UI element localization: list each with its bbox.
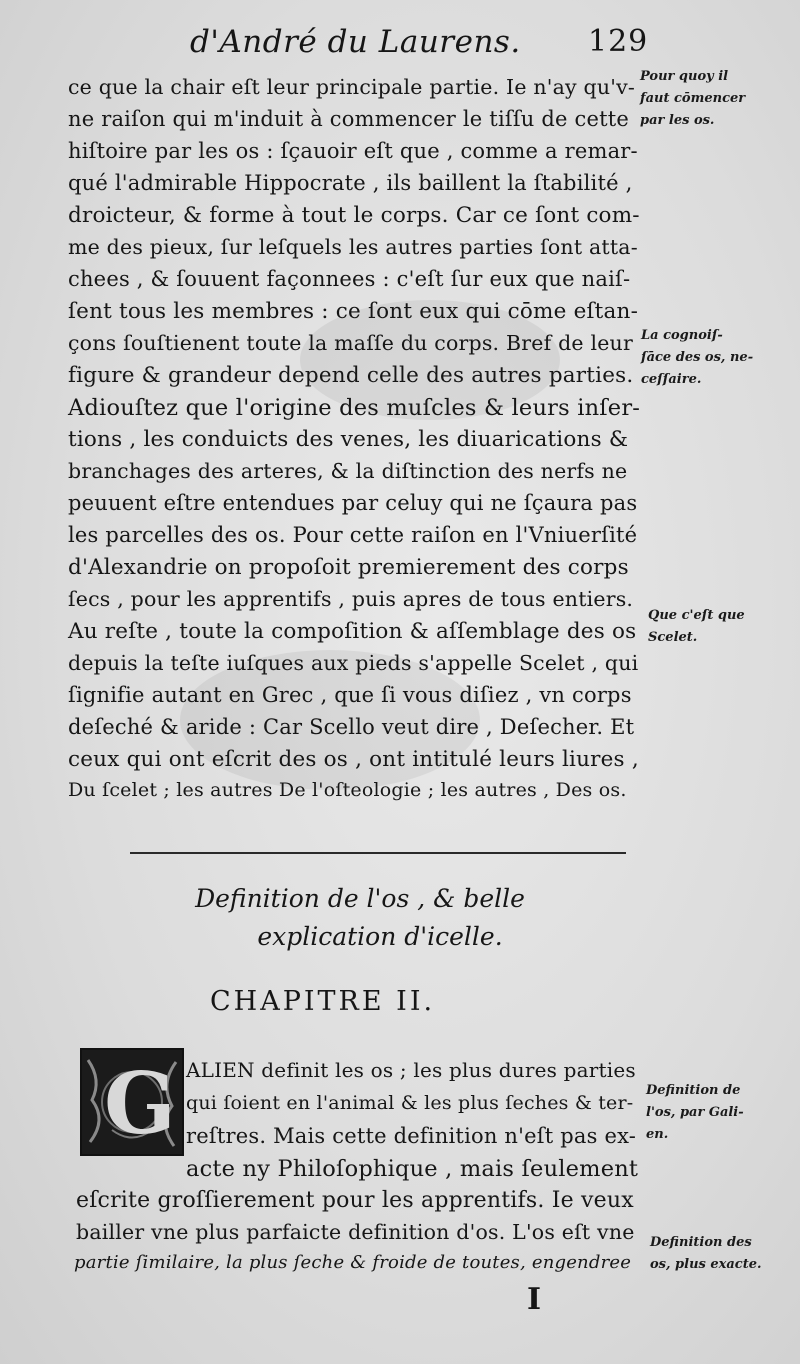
margin-note-line: l'os, par Gali-: [646, 1105, 744, 1120]
body-line: droicteur, & forme à tout le corps. Car ce ſont com-: [68, 203, 640, 228]
margin-note-line: La cognoiſ-: [641, 328, 723, 343]
body-line: depuis la teſte iuſques aux pieds s'appelle Scelet , qui: [68, 651, 639, 675]
body-line: Du ſcelet ; les autres De l'oſteologie ; les autres , Des os.: [68, 779, 627, 801]
section-line: reſtres. Mais cette definition n'eſt pas ex-: [186, 1124, 637, 1148]
page-number: 129: [588, 24, 649, 59]
margin-note-line: Definition de: [646, 1083, 741, 1098]
margin-note-line: Definition des: [650, 1235, 752, 1250]
body-line: ſent tous les membres : ce ſont eux qui cōme eſtan-: [68, 299, 639, 324]
margin-note-line: par les os.: [640, 113, 715, 128]
signature-mark: I: [527, 1282, 542, 1317]
body-line: chees , & ſouuent façonnees : c'eſt ſur eux que naiſ-: [68, 267, 631, 291]
ornamental-drop-cap: [80, 1048, 184, 1156]
body-line: branchages des arteres, & la diſtinction des nerfs ne: [68, 459, 628, 483]
body-line: qué l'admirable Hippocrate , ils baillent la ſtabilité ,: [68, 171, 633, 195]
margin-note-line: faut cōmencer: [640, 91, 746, 106]
margin-note-line: os, plus exacte.: [650, 1257, 762, 1272]
section-line: eſcrite groſſierement pour les apprentifs. Ie veux: [76, 1188, 634, 1213]
margin-note-knowledge: [641, 325, 753, 391]
body-line: hiſtoire par les os : ſçauoir eſt que , comme a remar-: [68, 139, 638, 163]
drop-cap-letter: G: [104, 1054, 176, 1153]
section-line: acte ny Philoſophique , mais ſeulement: [186, 1156, 639, 1182]
body-line: Adiouſtez que l'origine des muſcles & leurs inſer-: [68, 395, 641, 421]
chapter-heading: CHAPITRE II.: [210, 986, 436, 1017]
body-line: tions , les conduicts des venes, les diuarications &: [68, 427, 629, 452]
body-line: figure & grandeur depend celle des autres parties.: [68, 363, 634, 388]
margin-note-why-bones: [640, 66, 745, 132]
body-line: deſeché & aride : Car Scello veut dire , Deſecher. Et: [68, 715, 635, 739]
body-line: çons ſouſtienent toute la maſſe du corps. Bref de leur: [68, 331, 633, 355]
section-divider: [130, 852, 626, 854]
margin-note-line: Pour quoy il: [640, 69, 729, 84]
margin-note-line: ceſſaire.: [641, 372, 702, 387]
margin-note-line: Que c'eſt que: [648, 608, 745, 623]
section-line: qui ſoient en l'animal & les plus ſeches & ter-: [186, 1092, 634, 1114]
body-line: ſecs , pour les apprentifs , puis apres de tous entiers.: [68, 587, 634, 611]
section-subtitle: explication d'icelle.: [257, 922, 503, 951]
body-line: ſignifie autant en Grec , que ſi vous diſiez , vn corps: [68, 683, 632, 707]
margin-note-scelet: [648, 605, 745, 649]
section-line: partie ſimilaire, la plus ſeche & froide de toutes, engendree: [74, 1252, 632, 1273]
margin-note-line: Scelet.: [648, 630, 698, 645]
section-line: ALIEN definit les os ; les plus dures parties: [186, 1058, 636, 1082]
header-title: d'André du Laurens.: [190, 24, 521, 60]
section-subtitle: Definition de l'os , & belle: [195, 884, 525, 913]
margin-note-galien: [646, 1080, 744, 1146]
body-line: d'Alexandrie on propoſoit premierement des corps: [68, 555, 629, 580]
section-line: bailler vne plus parfaicte definition d'os. L'os eſt vne: [76, 1220, 635, 1244]
body-line: ceux qui ont eſcrit des os , ont intitulé leurs liures ,: [68, 747, 639, 772]
body-line: ne raiſon qui m'induit à commencer le tiſſu de cette: [68, 107, 630, 131]
body-line: ce que la chair eſt leur principale partie. Ie n'ay qu'v-: [68, 75, 636, 99]
margin-note-exact: [650, 1232, 762, 1276]
body-line: peuuent eſtre entendues par celuy qui ne ſçaura pas: [68, 491, 638, 515]
margin-note-line: en.: [646, 1127, 669, 1142]
body-line: les parcelles des os. Pour cette raiſon en l'Vniuerſité: [68, 523, 638, 547]
margin-note-line: ſāce des os, ne-: [641, 350, 754, 365]
running-header: [0, 20, 800, 70]
body-line: Au reſte , toute la compoſition & aſſemblage des os: [68, 619, 637, 644]
body-line: me des pieux, ſur leſquels les autres parties ſont atta-: [68, 235, 638, 259]
